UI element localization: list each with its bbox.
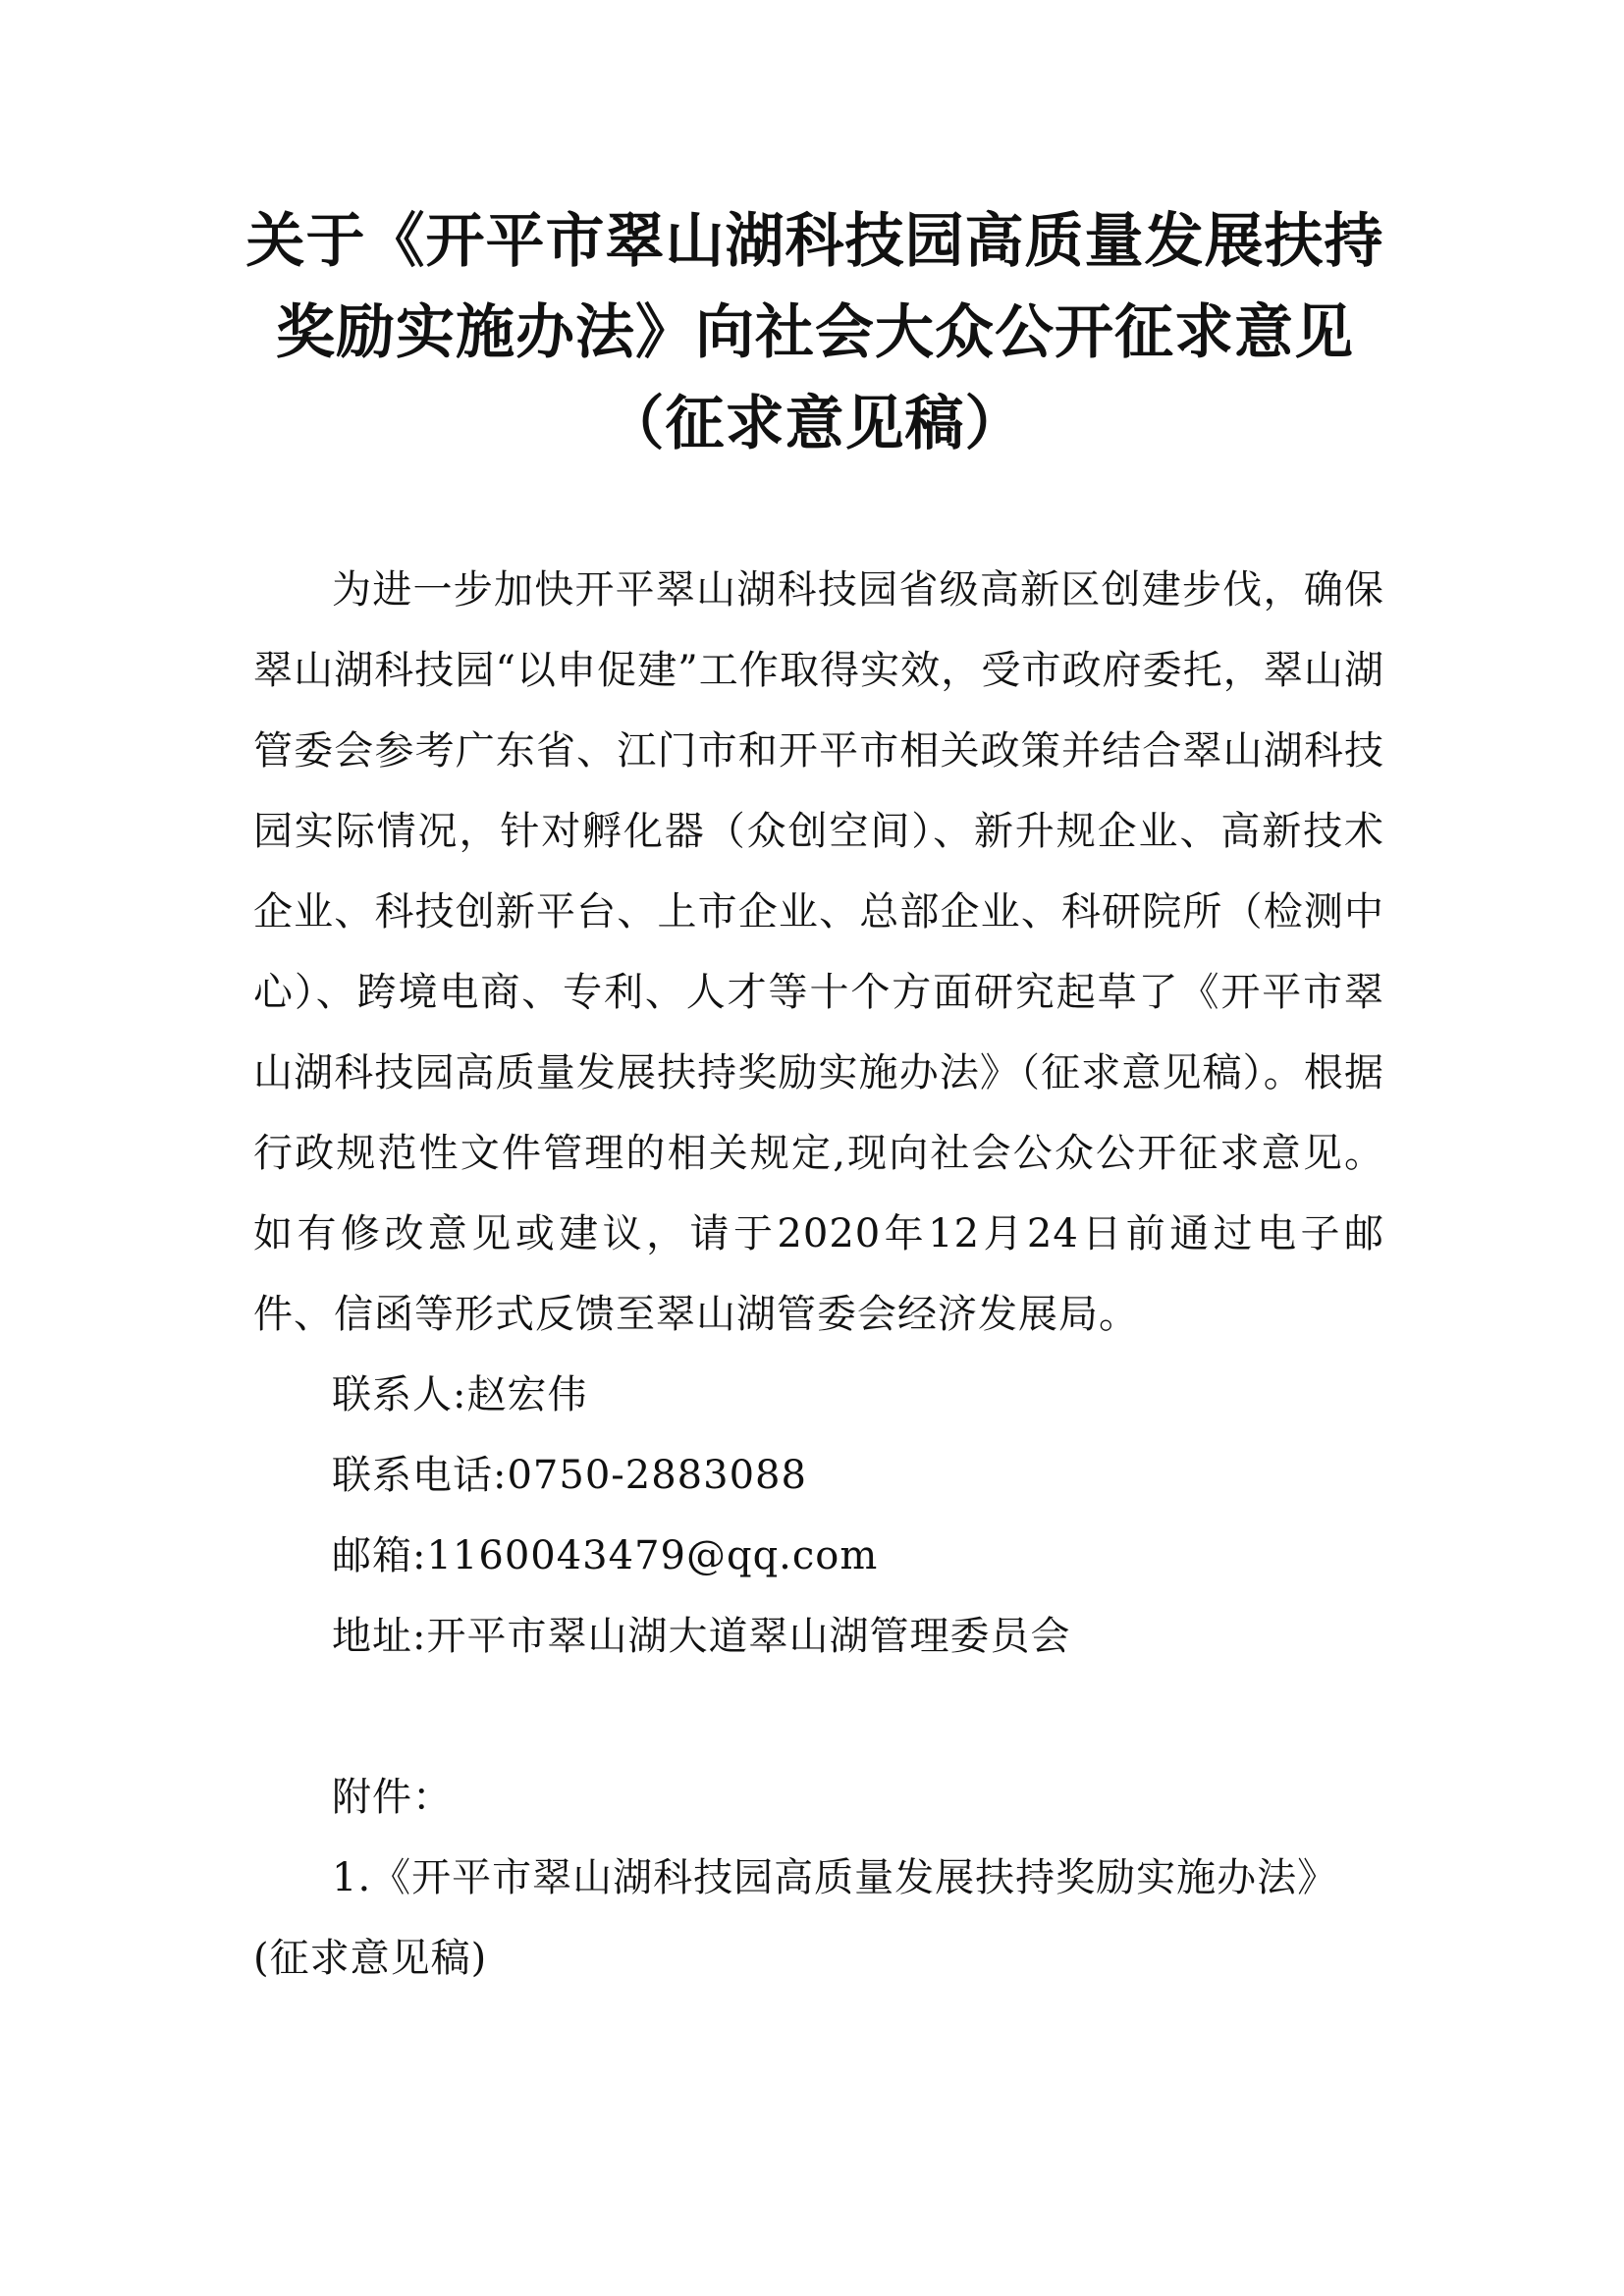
title-line-2: 奖励实施办法》向社会大众公开征求意见 <box>276 298 1354 367</box>
body-paragraph: 为进一步加快开平翠山湖科技园省级高新区创建步伐，确保翠山湖科技园“以申促建”工作取得实效，受市政府委托，翠山湖管委会参考广东省、江门市和开平市相关政策并结合翠山湖科技园实际情况，针对孵化器（众创空间）、新升规企业、高新技术企业、科技创新平台、上市企业、总部企业、科研院所（检测中心）、跨境电商、专利、人才等十个方面研究起草了《开平市翠山湖科技园高质量发展扶持奖励实施办法》（征求意见稿）。根据行政规范性文件管理的相关规定,现向社会公众公开征求意见。如有修改意见或建议，请于2020年12月24日前通过电子邮件、信函等形式反馈至翠山湖管委会经济发展局。 <box>253 567 1384 1337</box>
title-line-3: （征求意见稿） <box>605 390 1025 458</box>
attachment-item: 1.《开平市翠山湖科技园高质量发展扶持奖励实施办法》(征求意见稿) <box>253 1855 1338 1981</box>
contact-phone: 联系电话:0750-2883088 <box>332 1453 807 1498</box>
title-line-1: 关于《开平市翠山湖科技园高质量发展扶持 <box>245 207 1384 276</box>
contact-address: 地址:开平市翠山湖大道翠山湖管理委员会 <box>332 1614 1071 1659</box>
contact-person: 联系人:赵宏伟 <box>332 1372 588 1417</box>
attachments-label: 附件： <box>332 1775 453 1820</box>
contact-email: 邮箱:1160043479@qq.com <box>332 1533 879 1578</box>
document-title <box>236 196 1394 470</box>
document-body <box>253 550 1384 1999</box>
spacer <box>253 1677 1384 1757</box>
